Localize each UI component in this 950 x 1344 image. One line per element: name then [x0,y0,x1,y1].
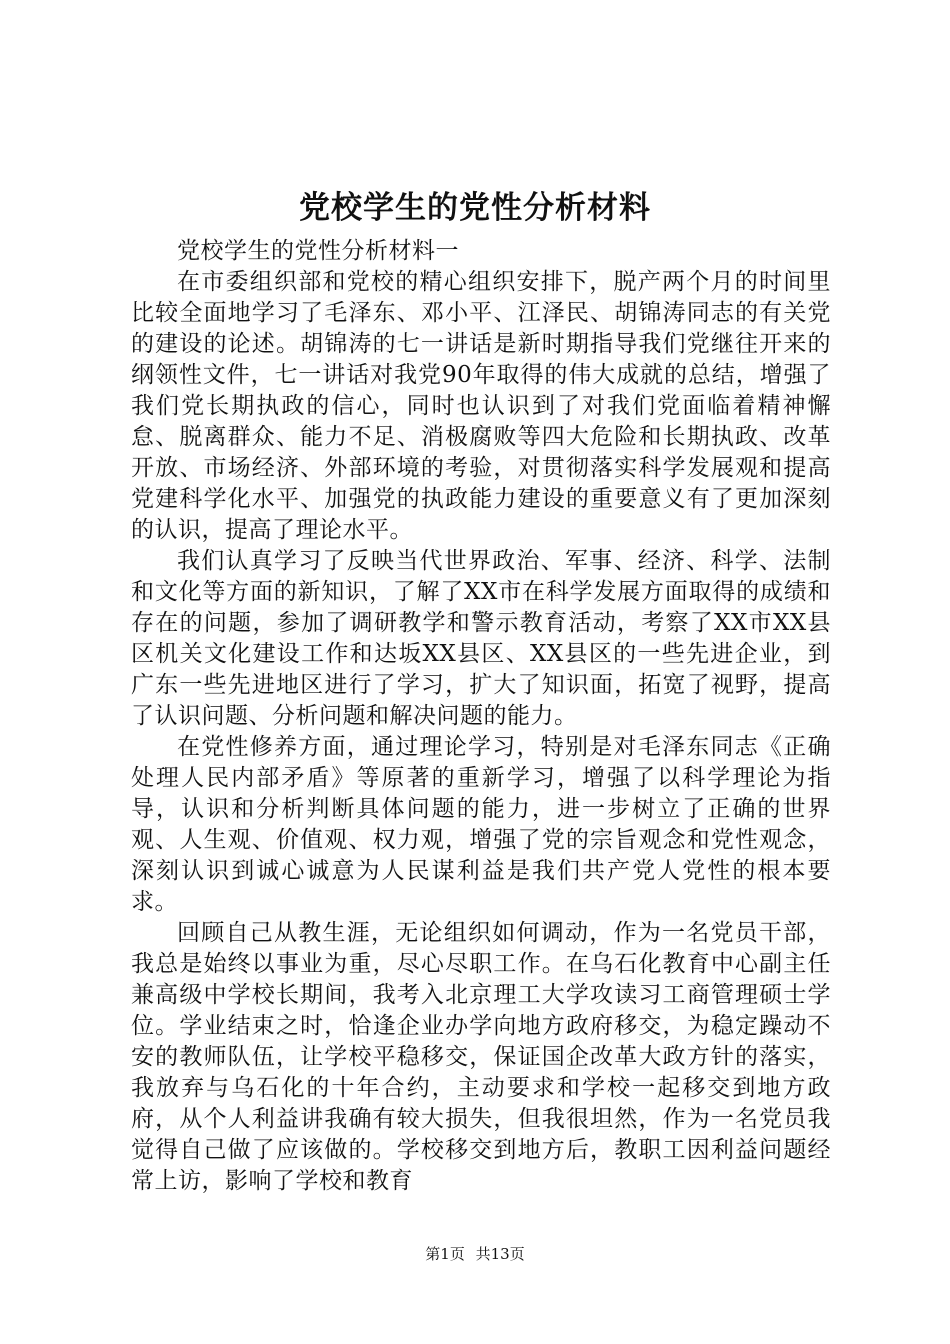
paragraph: 在市委组织部和党校的精心组织安排下，脱产两个月的时间里比较全面地学习了毛泽东、邓小平、江泽民、胡锦涛同志的有关党的建设的论述。胡锦涛的七一讲话是新时期指导我们党继往开来的纲领性文件，七一讲话对我党90年取得的伟大成就的总结，增强了我们党长期执政的信心，同时也认识到了对我们党面临着精神懈怠、脱离群众、能力不足、消极腐败等四大危险和长期执政、改革开放、市场经济、外部环境的考验，对贯彻落实科学发展观和提高党建科学化水平、加强党的执政能力建设的重要意义有了更加深刻的认识，提高了理论水平。 [131,269,831,543]
page-footer [0,1244,950,1264]
page-total: 共13页 [475,1245,525,1263]
paragraph-subtitle: 党校学生的党性分析材料一 [177,238,459,264]
paragraph: 我们认真学习了反映当代世界政治、军事、经济、科学、法制和文化等方面的新知识，了解了XX市在科学发展方面取得的成绩和存在的问题，参加了调研教学和警示教育活动，考察了XX市XX县区机关文化建设工作和达坂XX县区、XX县区的一些先进企业，到广东一些先进地区进行了学习，扩大了知识面，拓宽了视野，提高了认识问题、分析问题和解决问题的能力。 [131,548,831,729]
paragraph: 在党性修养方面，通过理论学习，特别是对毛泽东同志《正确处理人民内部矛盾》等原著的重新学习，增强了以科学理论为指导，认识和分析判断具体问题的能力，进一步树立了正确的世界观、人生观、价值观、权力观，增强了党的宗旨观念和党性观念，深刻认识到诚心诚意为人民谋利益是我们共产党人党性的根本要求。 [131,734,831,915]
document-body [131,236,831,1197]
paragraph: 回顾自己从教生涯，无论组织如何调动，作为一名党员干部，我总是始终以事业为重，尽心尽职工作。在乌石化教育中心副主任兼高级中学校长期间，我考入北京理工大学攻读习工商管理硕士学位。学业结束之时，恰逢企业办学向地方政府移交，为稳定躁动不安的教师队伍，让学校平稳移交，保证国企改革大政方针的落实，我放弃与乌石化的十年合约，主动要求和学校一起移交到地方政府，从个人利益讲我确有较大损失，但我很坦然，作为一名党员我觉得自己做了应该做的。学校移交到地方后，教职工因利益问题经常上访，影响了学校和教育 [131,920,831,1194]
page-title: 党校学生的党性分析材料 [299,190,651,226]
page-number: 第1页 [425,1245,465,1263]
